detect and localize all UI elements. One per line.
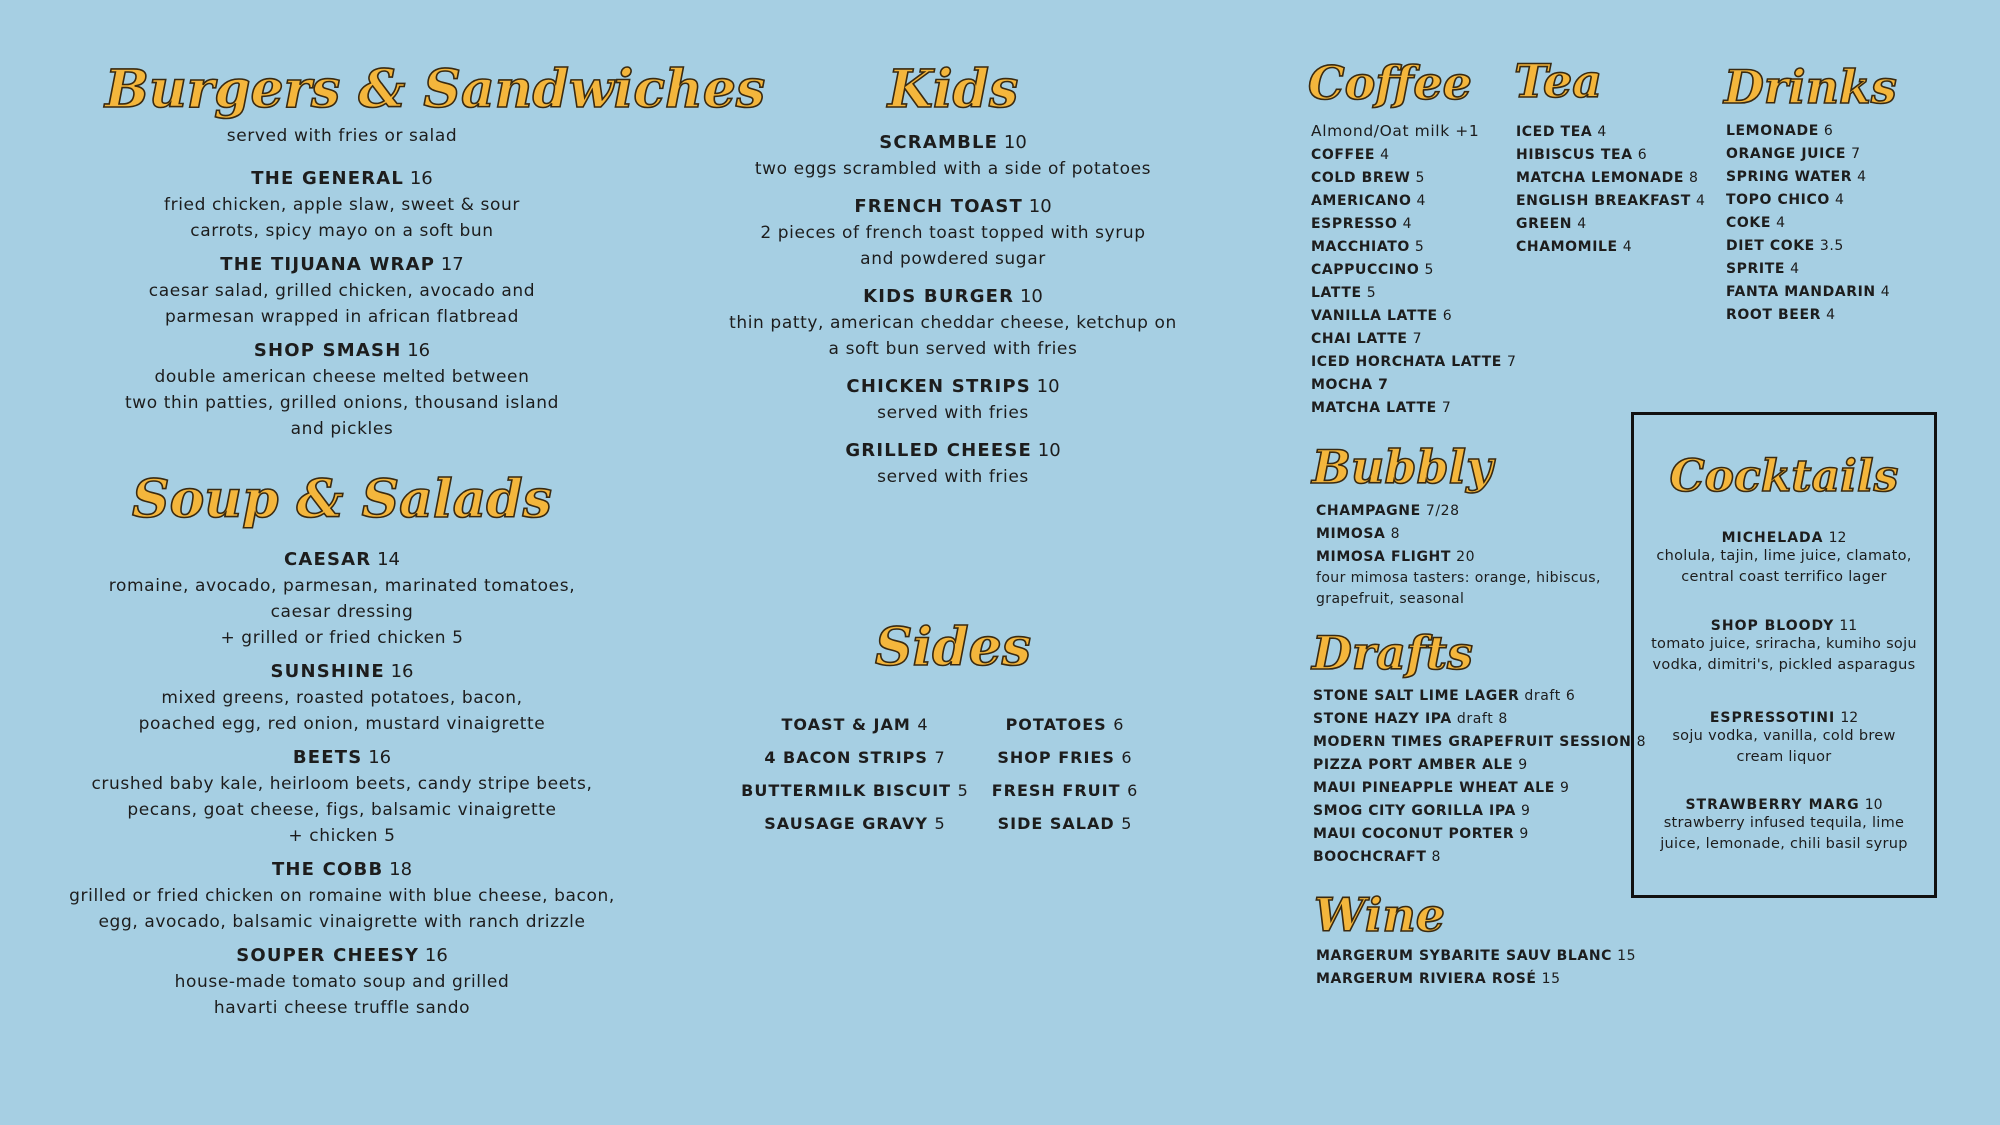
draft-item: MAUI COCONUT PORTER 9 — [1313, 826, 1529, 842]
item-price: 16 — [390, 661, 414, 682]
menu-item — [30, 166, 654, 244]
item-desc: carrots, spicy mayo on a soft bun — [190, 221, 494, 241]
item-desc: thin patty, american cheddar cheese, ketchup on — [729, 313, 1177, 333]
side-item: POTATOES 6 — [1005, 715, 1125, 734]
bubbly-title: Bubbly — [1312, 440, 1493, 494]
tea-item: GREEN 4 — [1516, 216, 1587, 232]
item-desc: mixed greens, roasted potatoes, bacon, — [161, 688, 523, 708]
wine-item: MARGERUM SYBARITE SAUV BLANC 15 — [1316, 948, 1637, 964]
coffee-item: MACCHIATO 5 — [1311, 239, 1425, 255]
item-price: 10 — [1019, 286, 1043, 307]
menu-item — [713, 374, 1193, 426]
item-name: BEETS — [292, 747, 363, 768]
side-item: SIDE SALAD 5 — [997, 814, 1133, 833]
item-price: 16 — [407, 340, 431, 361]
menu-item — [30, 338, 654, 442]
drafts-list — [1313, 685, 1646, 869]
cocktail-item: STRAWBERRY MARG 10 strawberry infused tequila, lime juice, lemonade, chili basil syrup — [1660, 797, 1908, 852]
kids-title: Kids — [887, 59, 1019, 120]
item-desc: two eggs scrambled with a side of potatoes — [754, 159, 1152, 179]
item-name: CHICKEN STRIPS — [846, 376, 1031, 397]
wine-list — [1316, 945, 1636, 991]
bubbly-item: MIMOSA FLIGHT 20 — [1316, 549, 1476, 565]
side-item: SHOP FRIES 6 — [997, 748, 1133, 767]
tea-item: CHAMOMILE 4 — [1516, 239, 1633, 255]
item-desc: house-made tomato soup and grilled — [174, 972, 510, 992]
burgers-list — [30, 166, 654, 442]
item-name: GRILLED CHEESE — [845, 440, 1033, 461]
item-price: 17 — [440, 254, 464, 275]
coffee-item: AMERICANO 4 — [1311, 193, 1427, 209]
sides-left-list — [735, 708, 975, 840]
menu-item — [30, 857, 654, 935]
side-item: TOAST & JAM 4 — [781, 715, 929, 734]
item-name: THE COBB — [271, 859, 384, 880]
menu-item — [30, 659, 654, 737]
item-desc: parmesan wrapped in african flatbread — [165, 307, 519, 327]
draft-item: MAUI PINEAPPLE WHEAT ALE 9 — [1313, 780, 1570, 796]
coffee-item: LATTE 5 — [1311, 285, 1377, 301]
item-price: 10 — [1037, 440, 1061, 461]
tea-item: ENGLISH BREAKFAST 4 — [1516, 193, 1706, 209]
cocktail-item: SHOP BLOODY 11 tomato juice, sriracha, kumiho soju vodka, dimitri's, pickled asparagus — [1651, 618, 1917, 673]
item-name: CAESAR — [283, 549, 372, 570]
coffee-note: Almond/Oat milk +1 — [1311, 122, 1480, 140]
item-price: 14 — [377, 549, 401, 570]
drink-item: FANTA MANDARIN 4 — [1726, 284, 1891, 300]
item-name: KIDS BURGER — [863, 286, 1015, 307]
side-item: FRESH FRUIT 6 — [991, 781, 1139, 800]
coffee-item: MOCHA 7 — [1311, 377, 1389, 393]
item-name: SHOP SMASH — [253, 340, 402, 361]
coffee-list — [1311, 144, 1516, 420]
item-desc: two thin patties, grilled onions, thousand island — [125, 393, 559, 413]
item-price: 18 — [389, 859, 413, 880]
menu-item — [30, 547, 654, 651]
item-desc: caesar dressing — [270, 602, 414, 622]
wine-title: Wine — [1314, 888, 1446, 942]
sides-title: Sides — [874, 617, 1032, 678]
drink-item: SPRITE 4 — [1726, 261, 1800, 277]
menu-item — [30, 943, 654, 1021]
item-desc: a soft bun served with fries — [828, 339, 1078, 359]
item-price: 10 — [1036, 376, 1060, 397]
coffee-item: COFFEE 4 — [1311, 147, 1390, 163]
bubbly-item: CHAMPAGNE 7/28 — [1316, 503, 1460, 519]
menu-item — [713, 130, 1193, 182]
menu-item — [713, 284, 1193, 362]
drink-item: DIET COKE 3.5 — [1726, 238, 1844, 254]
cocktails-box — [1631, 412, 1937, 898]
coffee-title: Coffee — [1308, 56, 1472, 110]
coffee-item: CAPPUCCINO 5 — [1311, 262, 1434, 278]
side-item: SAUSAGE GRAVY 5 — [764, 814, 946, 833]
item-desc: caesar salad, grilled chicken, avocado and — [148, 281, 536, 301]
drink-item: ORANGE JUICE 7 — [1726, 146, 1861, 162]
coffee-item: ESPRESSO 4 — [1311, 216, 1413, 232]
burgers-subtitle: served with fries or salad — [226, 126, 458, 146]
drink-item: TOPO CHICO 4 — [1726, 192, 1845, 208]
item-price: 16 — [409, 168, 433, 189]
item-desc: poached egg, red onion, mustard vinaigrette — [138, 714, 546, 734]
item-name: SOUPER CHEESY — [236, 945, 420, 966]
tea-item: HIBISCUS TEA 6 — [1516, 147, 1648, 163]
menu-item — [713, 194, 1193, 272]
menu-item — [30, 252, 654, 330]
item-desc: + chicken 5 — [288, 826, 396, 846]
draft-item: MODERN TIMES GRAPEFRUIT SESSION 8 — [1313, 734, 1647, 750]
item-name: THE TIJUANA WRAP — [220, 254, 436, 275]
bubbly-item: MIMOSA 8 — [1316, 526, 1401, 542]
item-desc: grilled or fried chicken on romaine with blue cheese, bacon, — [69, 886, 615, 906]
item-price: 16 — [368, 747, 392, 768]
menu-item — [30, 745, 654, 849]
drinks-title: Drinks — [1724, 60, 1897, 114]
item-desc: served with fries — [877, 467, 1029, 487]
drink-item: COKE 4 — [1726, 215, 1786, 231]
draft-item: BOOCHCRAFT 8 — [1313, 849, 1442, 865]
draft-item: SMOG CITY GORILLA IPA 9 — [1313, 803, 1531, 819]
item-desc: 2 pieces of french toast topped with syrup — [760, 223, 1146, 243]
item-desc: and powdered sugar — [860, 249, 1046, 269]
item-name: SCRAMBLE — [879, 132, 999, 153]
bubbly-note: four mimosa tasters: orange, hibiscus, grapefruit, seasonal — [1316, 570, 1601, 607]
item-desc: double american cheese melted between — [154, 367, 530, 387]
coffee-item: VANILLA LATTE 6 — [1311, 308, 1453, 324]
drink-item: LEMONADE 6 — [1726, 123, 1834, 139]
bubbly-list — [1316, 500, 1475, 569]
item-desc: + grilled or fried chicken 5 — [220, 628, 464, 648]
tea-title: Tea — [1514, 54, 1603, 108]
item-desc: egg, avocado, balsamic vinaigrette with ranch drizzle — [98, 912, 586, 932]
item-desc: crushed baby kale, heirloom beets, candy stripe beets, — [91, 774, 593, 794]
side-item: BUTTERMILK BISCUIT 5 — [741, 781, 969, 800]
draft-item: STONE SALT LIME LAGER draft 6 — [1313, 688, 1576, 704]
item-desc: pecans, goat cheese, figs, balsamic vinaigrette — [127, 800, 557, 820]
menu-item — [713, 438, 1193, 490]
item-price: 10 — [1003, 132, 1027, 153]
coffee-item: MATCHA LATTE 7 — [1311, 400, 1452, 416]
item-name: FRENCH TOAST — [854, 196, 1024, 217]
cocktails-title: Cocktails — [1669, 451, 1899, 502]
sides-right-list — [975, 708, 1155, 840]
item-desc: fried chicken, apple slaw, sweet & sour — [164, 195, 520, 215]
burgers-title: Burgers & Sandwiches — [105, 59, 766, 120]
cocktail-item: ESPRESSOTINI 12 soju vodka, vanilla, cold brew cream liquor — [1672, 710, 1896, 765]
item-name: SUNSHINE — [270, 661, 385, 682]
item-price: 10 — [1028, 196, 1052, 217]
item-price: 16 — [424, 945, 448, 966]
coffee-item: COLD BREW 5 — [1311, 170, 1426, 186]
drafts-title: Drafts — [1312, 626, 1473, 680]
draft-item: PIZZA PORT AMBER ALE 9 — [1313, 757, 1528, 773]
item-name: THE GENERAL — [251, 168, 405, 189]
coffee-item: ICED HORCHATA LATTE 7 — [1311, 354, 1517, 370]
cocktail-item: MICHELADA 12 cholula, tajin, lime juice, clamato, central coast terrifico lager — [1656, 530, 1912, 585]
drink-item: ROOT BEER 4 — [1726, 307, 1836, 323]
wine-item: MARGERUM RIVIERA ROSÉ 15 — [1316, 971, 1561, 987]
kids-list — [713, 130, 1193, 490]
drinks-list — [1726, 120, 1890, 327]
side-item: 4 BACON STRIPS 7 — [764, 748, 946, 767]
soups-list — [30, 547, 654, 1021]
tea-item: MATCHA LEMONADE 8 — [1516, 170, 1699, 186]
tea-item: ICED TEA 4 — [1516, 124, 1607, 140]
item-desc: romaine, avocado, parmesan, marinated tomatoes, — [108, 576, 576, 596]
draft-item: STONE HAZY IPA draft 8 — [1313, 711, 1508, 727]
coffee-item: CHAI LATTE 7 — [1311, 331, 1423, 347]
item-desc: served with fries — [877, 403, 1029, 423]
item-desc: havarti cheese truffle sando — [213, 998, 471, 1018]
soups-title: Soup & Salads — [132, 469, 552, 530]
item-desc: and pickles — [290, 419, 394, 439]
tea-list — [1516, 121, 1705, 259]
drink-item: SPRING WATER 4 — [1726, 169, 1867, 185]
